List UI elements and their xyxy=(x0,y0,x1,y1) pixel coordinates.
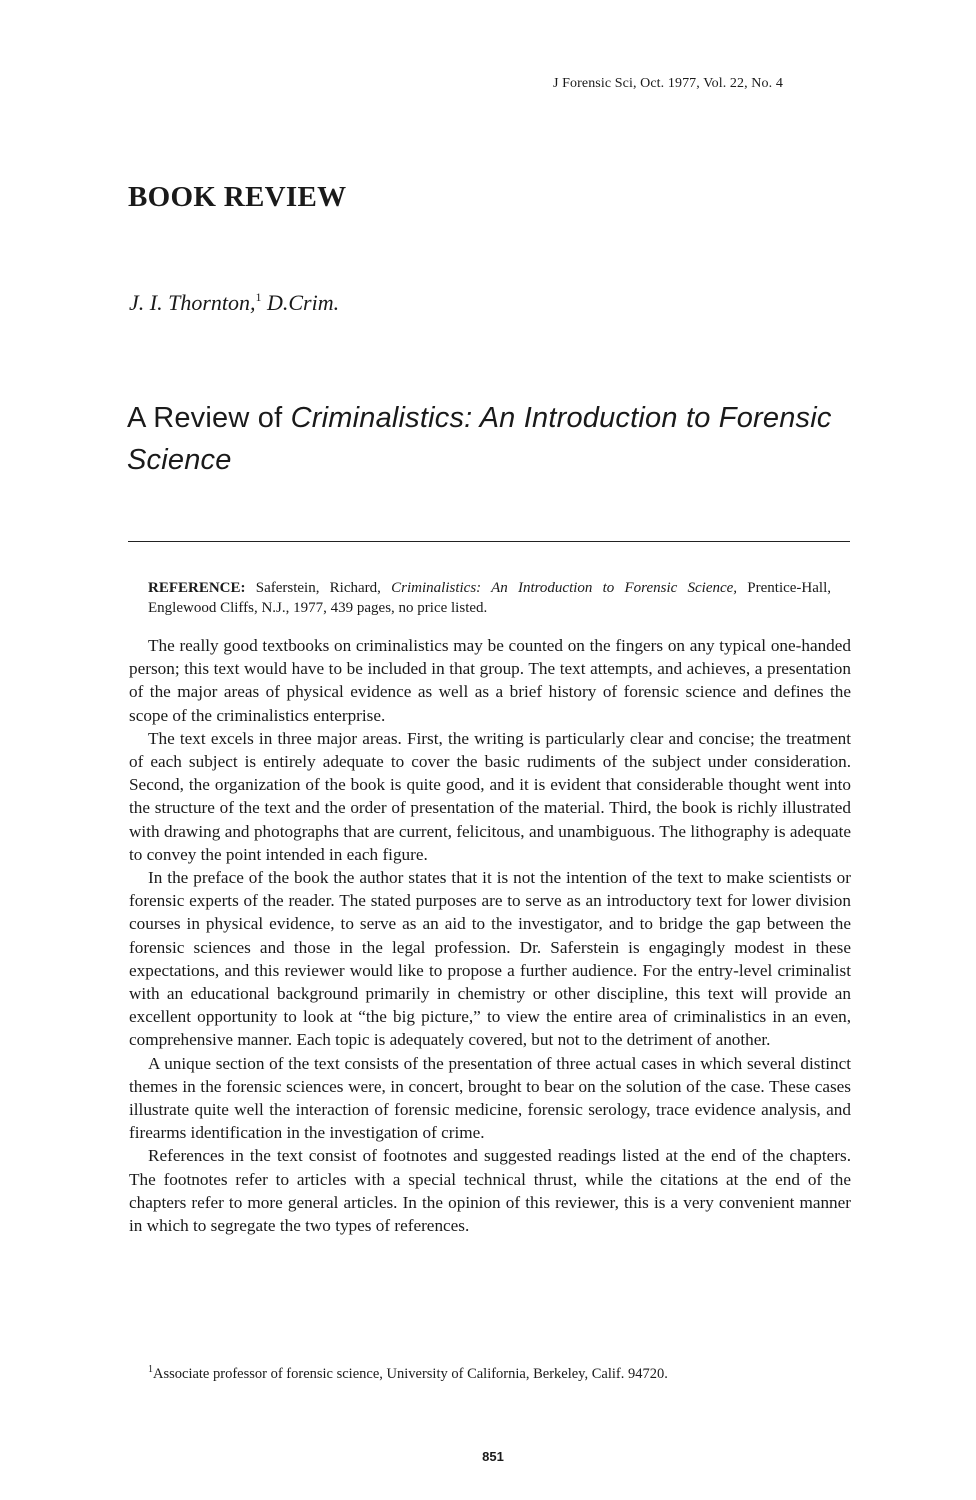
journal-citation: J Forensic Sci, Oct. 1977, Vol. 22, No. 4 xyxy=(553,76,783,91)
reference-details: Prentice-Hall, Englewood Cliffs, N.J., 1977, 439 pages, no price listed. xyxy=(148,580,831,616)
reference-block xyxy=(148,578,831,618)
article-title xyxy=(127,397,867,481)
title-divider xyxy=(128,541,850,542)
reference-book-title: Criminalistics: An Introduction to Forensic Science, xyxy=(391,580,738,596)
author-footnote-mark: 1 xyxy=(255,290,262,304)
body-paragraph: A unique section of the text consists of the presentation of three actual cases in which several distinct themes in the forensic sciences were, in concert, brought to bear on the solution of the case. These cases illustrate quite well the interaction of forensic medicine, forensic serology, trace evidence analysis, and firearms identification in the investigation of crime. xyxy=(129,1053,851,1143)
author-line xyxy=(129,290,339,316)
body-paragraph: References in the text consist of footnotes and suggested readings listed at the end of the chapters. The footnotes refer to articles with a special technical thrust, while the citations at the end of the chapters refer to more general articles. In the opinion of this reviewer, this is a very convenient manner in which to segregate the two types of references. xyxy=(129,1146,851,1236)
page-number: 851 xyxy=(482,1449,504,1464)
reference-author: Saferstein, Richard, xyxy=(255,580,381,596)
author-degree: D.Crim. xyxy=(267,290,340,315)
author-name: J. I. Thornton, xyxy=(129,290,256,315)
body-paragraph: The text excels in three major areas. First, the writing is particularly clear and concise; the treatment of each subject is entirely adequate to cover the basic rudiments of the subject under consideration. Second, the organization of the book is quite good, and it is evident that considerable thought went into the structure of the text and the order of presentation of the material. Third, the book is richly illustrated with drawing and photographs that are current, felicitous, and unambiguous. The lithography is adequate to convey the point intended in each figure. xyxy=(129,728,851,864)
reference-label: REFERENCE: xyxy=(148,580,246,596)
footnote xyxy=(148,1366,668,1383)
section-heading: BOOK REVIEW xyxy=(128,181,347,213)
footnote-text: Associate professor of forensic science, University of California, Berkeley, Calif. 94720. xyxy=(153,1366,668,1382)
body-paragraph: The really good textbooks on criminalistics may be counted on the fingers on any typical one-handed person; this text would have to be included in that group. The text attempts, and achieves, a presentation of the major areas of physical evidence as well as a brief history of forensic science and defines the scope of the criminalistics enterprise. xyxy=(129,636,851,725)
footnote-mark: 1 xyxy=(148,1364,153,1375)
body-paragraph: In the preface of the book the author states that it is not the intention of the text to make scientists or forensic experts of the reader. The stated purposes are to serve as an introductory text for lower division courses in physical evidence, to serve as an aid to the investigator, and to bridge the gap between the forensic sciences and those in the legal profession. Dr. Saferstein is engagingly modest in these expectations, and this reviewer would like to propose a further audience. For the entry-level criminalist with an educational background primarily in chemistry or other discipline, this text will provide an excellent opportunity to look at “the big picture,” to view the entire area of criminalistics in an even, comprehensive manner. Each topic is adequately covered, but not to the detriment of another. xyxy=(129,868,851,1050)
article-title-prefix: A Review of xyxy=(127,402,291,434)
article-title-book: Criminalistics: An Introduction to Forensic Science xyxy=(127,402,832,476)
review-body xyxy=(129,634,851,1237)
